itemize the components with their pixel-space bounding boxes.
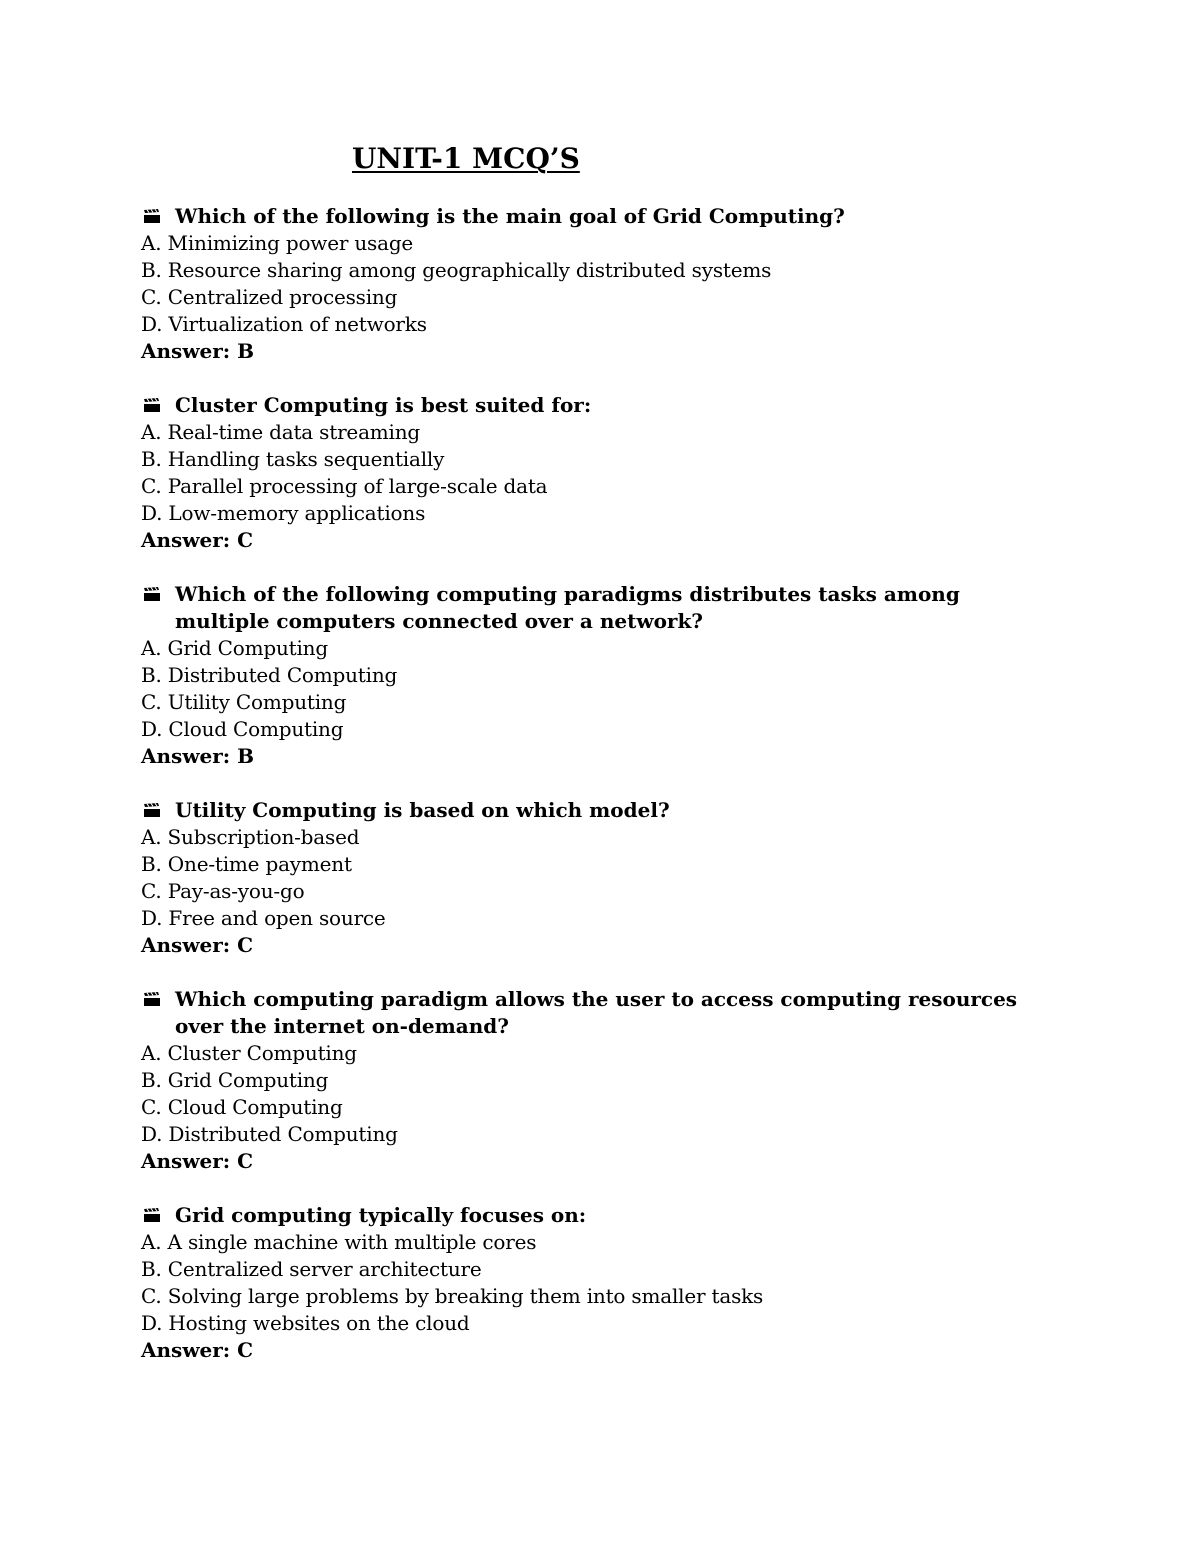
answer-option: C. Utility Computing xyxy=(141,690,347,714)
question-text xyxy=(141,203,1041,230)
correct-answer: Answer: B xyxy=(141,339,255,363)
question-text xyxy=(141,797,1041,824)
clapperboard-icon xyxy=(143,398,161,413)
question-block xyxy=(141,1202,1041,1364)
correct-answer: Answer: C xyxy=(141,1149,254,1173)
answer-option: C. Cloud Computing xyxy=(141,1095,343,1119)
question-label: Utility Computing is based on which model? xyxy=(175,798,670,822)
correct-answer: Answer: B xyxy=(141,744,255,768)
question-text xyxy=(141,581,1041,635)
answer-option: B. Handling tasks sequentially xyxy=(141,447,445,471)
answer-option: B. Distributed Computing xyxy=(141,663,398,687)
question-list xyxy=(141,203,1041,1391)
clapperboard-icon xyxy=(143,992,161,1007)
question-block xyxy=(141,581,1041,770)
answer-option: C. Centralized processing xyxy=(141,285,398,309)
question-label: Which of the following computing paradigms distributes tasks among multiple computers connected over a network? xyxy=(175,582,960,633)
answer-option: A. Cluster Computing xyxy=(141,1041,357,1065)
answer-option: D. Distributed Computing xyxy=(141,1122,398,1146)
answer-option: B. Centralized server architecture xyxy=(141,1257,482,1281)
answer-option: C. Solving large problems by breaking them into smaller tasks xyxy=(141,1284,764,1308)
question-label: Which computing paradigm allows the user to access computing resources over the internet on-demand? xyxy=(175,987,1018,1038)
correct-answer: Answer: C xyxy=(141,528,254,552)
question-block xyxy=(141,203,1041,365)
answer-option: D. Virtualization of networks xyxy=(141,312,427,336)
correct-answer: Answer: C xyxy=(141,933,254,957)
answer-option: D. Free and open source xyxy=(141,906,386,930)
answer-option: C. Parallel processing of large-scale data xyxy=(141,474,548,498)
question-text xyxy=(141,1202,1041,1229)
answer-option: D. Cloud Computing xyxy=(141,717,344,741)
clapperboard-icon xyxy=(143,209,161,224)
answer-option: D. Hosting websites on the cloud xyxy=(141,1311,470,1335)
question-block xyxy=(141,392,1041,554)
clapperboard-icon xyxy=(143,803,161,818)
question-text xyxy=(141,392,1041,419)
answer-option: C. Pay-as-you-go xyxy=(141,879,305,903)
clapperboard-icon xyxy=(143,1208,161,1223)
answer-option: A. Grid Computing xyxy=(141,636,328,660)
question-block xyxy=(141,986,1041,1175)
answer-option: B. Resource sharing among geographically distributed systems xyxy=(141,258,772,282)
question-text xyxy=(141,986,1041,1040)
answer-option: B. Grid Computing xyxy=(141,1068,329,1092)
answer-option: A. Minimizing power usage xyxy=(141,231,414,255)
correct-answer: Answer: C xyxy=(141,1338,254,1362)
answer-option: A. Real-time data streaming xyxy=(141,420,421,444)
answer-option: B. One-time payment xyxy=(141,852,352,876)
question-label: Cluster Computing is best suited for: xyxy=(175,393,592,417)
answer-option: A. A single machine with multiple cores xyxy=(141,1230,537,1254)
answer-option: D. Low-memory applications xyxy=(141,501,426,525)
question-label: Which of the following is the main goal of Grid Computing? xyxy=(175,204,845,228)
question-label: Grid computing typically focuses on: xyxy=(175,1203,587,1227)
question-block xyxy=(141,797,1041,959)
clapperboard-icon xyxy=(143,587,161,602)
page-title: UNIT-1 MCQ’S xyxy=(352,142,580,175)
answer-option: A. Subscription-based xyxy=(141,825,360,849)
